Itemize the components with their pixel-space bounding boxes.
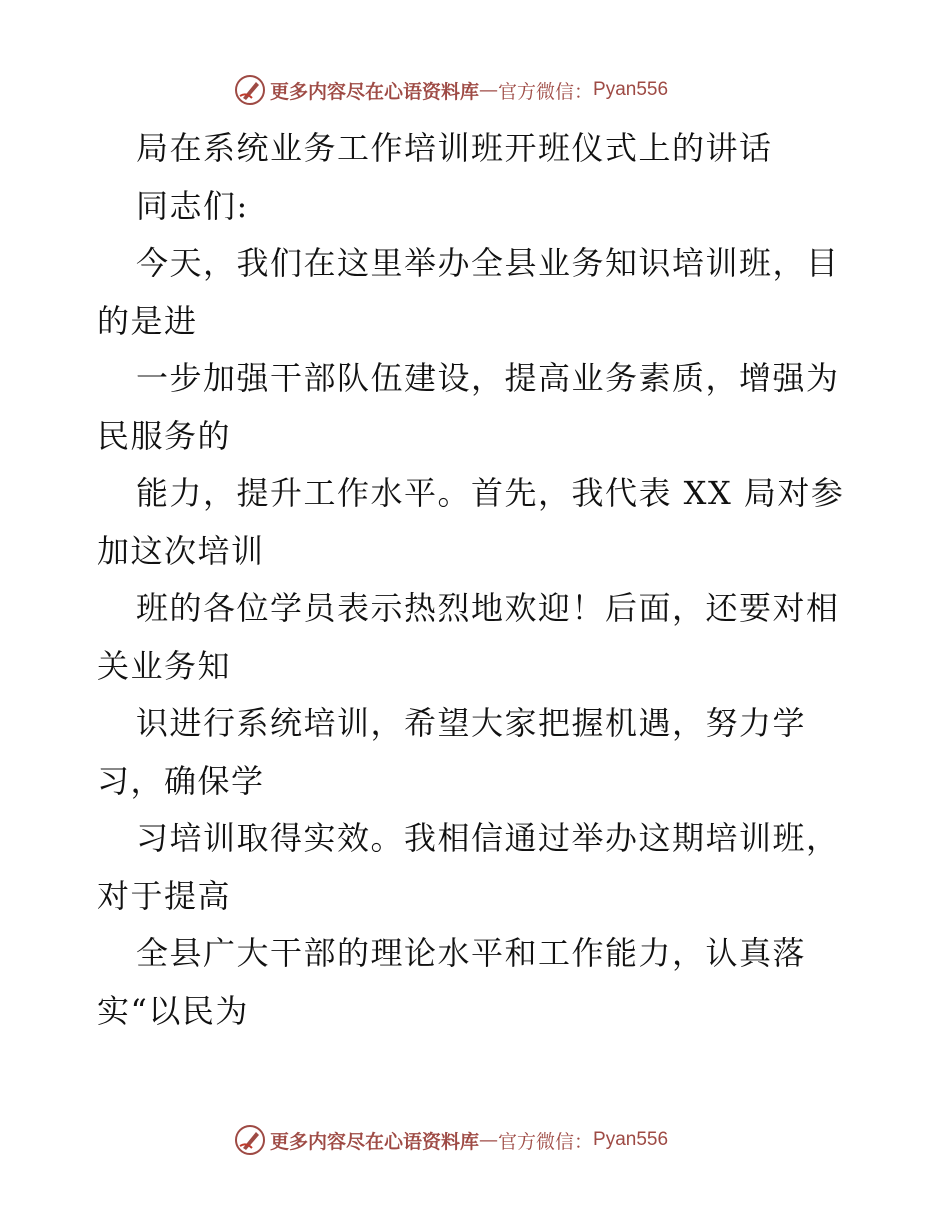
quill-pen-logo-icon <box>234 1124 266 1156</box>
salutation: 同志们: <box>136 186 249 225</box>
text-line: 的是进 <box>97 301 198 340</box>
text-line: 一步加强干部队伍建设，提高业务素质，增强为 <box>136 359 840 397</box>
text-line: 识进行系统培训，希望大家把握机遇，努力学 <box>136 704 807 742</box>
text-line: 能力，提升工作水平。首先，我代表 XX 局对参 <box>136 474 845 512</box>
document-body <box>97 120 855 1040</box>
watermark-dash: — <box>479 79 499 101</box>
text-line: 关业务知 <box>97 646 232 685</box>
text-line: 全县广大干部的理论水平和工作能力，认真落 <box>136 934 807 972</box>
text-line: 加这次培训 <box>97 531 265 570</box>
watermark-wechat-label: 官方微信： <box>498 80 594 103</box>
header-watermark <box>234 72 668 108</box>
text-line: 对于提高 <box>97 876 232 915</box>
text-line: 习，确保学 <box>97 761 265 800</box>
watermark-title: 更多内容尽在心语资料库 <box>270 1130 480 1153</box>
watermark-title: 更多内容尽在心语资料库 <box>270 80 480 103</box>
watermark-wechat-id: Pyan556 <box>593 1129 669 1150</box>
watermark-wechat-id: Pyan556 <box>593 79 669 100</box>
watermark-wechat-label: 官方微信： <box>498 1130 594 1153</box>
text-line: 班的各位学员表示热烈地欢迎！后面，还要对相 <box>136 589 840 627</box>
text-line: 习培训取得实效。我相信通过举办这期培训班， <box>136 819 840 857</box>
text-line: 今天，我们在这里举办全县业务知识培训班，目 <box>136 244 840 282</box>
watermark-dash: — <box>479 1129 499 1151</box>
speech-title: 局在系统业务工作培训班开班仪式上的讲话 <box>136 129 773 167</box>
quill-pen-logo-icon <box>234 74 266 106</box>
text-line: 民服务的 <box>97 416 232 455</box>
text-line: 实“以民为 <box>97 991 249 1030</box>
footer-watermark <box>234 1122 668 1158</box>
